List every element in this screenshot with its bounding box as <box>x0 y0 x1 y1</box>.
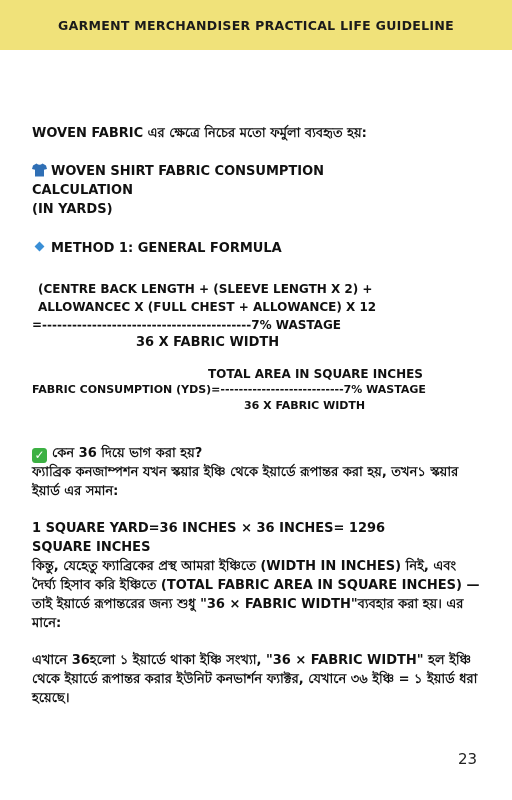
formula-line-2: ALLOWANCEC X (FULL CHEST + ALLOWANCE) X 12 <box>38 300 377 314</box>
square-yard-line-1: 1 SQUARE YARD=36 INCHES × 36 INCHES= 1296 <box>32 521 386 536</box>
header-title: GARMENT MERCHANDISER PRACTICAL LIFE GUIDELINE <box>58 17 454 33</box>
formula-area <box>32 366 480 414</box>
intro-text: WOVEN FABRIC এর ক্ষেত্রে নিচের মতো ফর্মুলা ব্যবহৃত হয়: <box>32 126 367 141</box>
why-36-question: ✓ কেন 36 দিয়ে ভাগ করা হয়? <box>32 444 480 463</box>
formula-line-1: (CENTRE BACK LENGTH + (SLEEVE LENGTH X 2) + <box>38 282 373 296</box>
formula-denominator: 36 X FABRIC WIDTH <box>136 335 280 350</box>
check-icon: ✓ <box>32 448 47 463</box>
method-label: METHOD 1: GENERAL FORMULA <box>32 239 480 258</box>
formula-area-denominator: 36 X FABRIC WIDTH <box>244 399 366 412</box>
shirt-section-title-2: CALCULATION <box>32 183 133 198</box>
square-yard-explanation: কিন্তু, যেহেতু ফ্যাব্রিকের প্রস্থ আমরা ইঞ্চিতে (WIDTH IN INCHES) নিই, এবং দৈর্ঘ্য হিসাব করি ইঞ্চিতে (TOTAL FABRIC AREA IN SQUARE INCHES) — তাই ইয়ার্ডে রূপান্তরের জন্য শুধু "36 × FABRIC WIDTH"ব্যবহার করা হয়। এর মানে: <box>32 559 480 631</box>
shirt-icon <box>32 163 47 177</box>
formula-general <box>32 280 480 352</box>
page-header <box>0 0 512 50</box>
meaning-text: এখানে 36হলো ১ ইয়ার্ডে থাকা ইঞ্চি সংখ্যা, "36 × FABRIC WIDTH" হল ইঞ্চি থেকে ইয়ার্ডে রূপান্তর করার ইউনিট কনভার্শন ফ্যাক্টর, যেখানে ৩৬ ইঞ্চি = ১ ইয়ার্ড ধরা হয়েছে। <box>32 653 478 706</box>
why-36-answer: ফ্যাব্রিক কনজাম্পশন যখন স্কয়ার ইঞ্চি থেকে ইয়ার্ডে রূপান্তর করা হয়, তখন১ স্কয়ার ইয়ার্ড এর সমান: <box>32 465 459 499</box>
formula-line-3: =------------------------------------------7% WASTAGE <box>32 318 341 332</box>
formula-area-numerator: TOTAL AREA IN SQUARE INCHES <box>208 367 423 381</box>
diamond-icon <box>35 242 45 252</box>
page-content <box>32 124 480 708</box>
shirt-section-unit: (IN YARDS) <box>32 202 113 217</box>
square-yard-line-2: SQUARE INCHES <box>32 540 151 555</box>
formula-area-line: FABRIC CONSUMPTION (YDS)=---------------------------7% WASTAGE <box>32 383 426 396</box>
shirt-section-title: WOVEN SHIRT FABRIC CONSUMPTION <box>32 162 480 181</box>
page-number: 23 <box>458 750 478 768</box>
